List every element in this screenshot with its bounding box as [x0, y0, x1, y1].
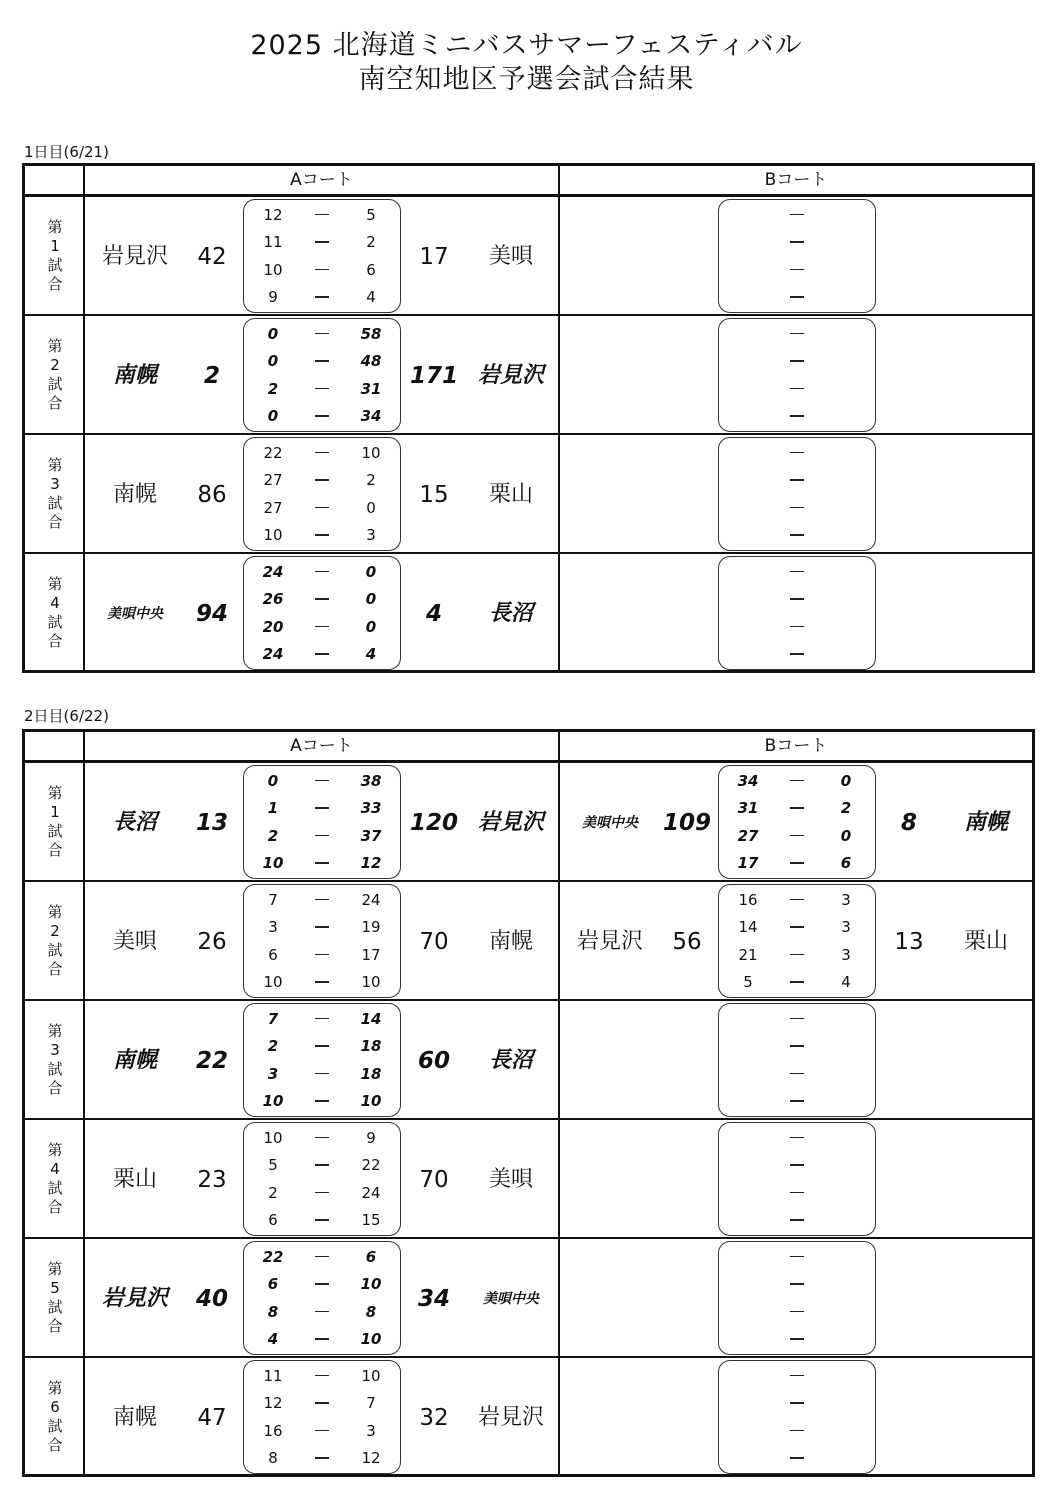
game-label-char: 試 — [47, 1297, 63, 1316]
quarter-dash — [315, 1283, 329, 1285]
quarter-score-right: 10 — [361, 973, 381, 992]
total-right: 60 — [417, 1047, 450, 1074]
game-label-char: 4 — [50, 593, 60, 612]
total-left: 56 — [672, 928, 702, 955]
total-right: 13 — [894, 928, 924, 955]
quarter-dash — [315, 1164, 329, 1166]
quarter-score-right: 3 — [366, 526, 376, 545]
game-label-char: 試 — [47, 940, 63, 959]
quarter-score-left: 27 — [737, 826, 759, 845]
quarter-score-left: 24 — [262, 645, 284, 664]
quarter-dash — [315, 479, 329, 481]
quarter-score-left: 4 — [267, 1330, 279, 1349]
game-label-char: 第 — [47, 217, 63, 236]
quarter-score-right: 19 — [361, 918, 381, 937]
team-left: 栗山 — [112, 1166, 157, 1192]
quarter-score-right: 10 — [360, 1275, 382, 1294]
quarter-score-right: 3 — [841, 890, 851, 909]
quarter-score-left: 12 — [263, 205, 283, 224]
quarter-score-right: 6 — [840, 854, 852, 873]
team-right: 長沼 — [488, 1047, 533, 1073]
quarter-dash — [790, 1073, 804, 1075]
quarter-dash — [315, 1457, 329, 1459]
game-label-char: 2 — [50, 921, 60, 940]
quarter-dash — [315, 1402, 329, 1404]
team-right: 栗山 — [488, 481, 533, 507]
quarter-dash — [790, 807, 804, 809]
quarter-score-right: 58 — [360, 324, 382, 343]
team-left: 美唄 — [112, 928, 157, 954]
quarter-score-right: 3 — [841, 945, 851, 964]
game-row — [25, 1239, 1032, 1358]
quarter-dash — [790, 835, 804, 837]
game-label-char: 第 — [47, 574, 63, 593]
game-label-char: 第 — [47, 902, 63, 921]
quarter-dash — [315, 1338, 329, 1340]
quarter-score-left: 6 — [268, 1211, 278, 1230]
page-subtitle: 南空知地区予選会試合結果 — [358, 64, 695, 95]
quarter-score-left: 16 — [738, 890, 758, 909]
game-label-char: 試 — [47, 255, 63, 274]
total-right: 32 — [419, 1404, 449, 1431]
results-table — [22, 729, 1035, 1477]
quarter-score-left: 3 — [268, 918, 278, 937]
quarter-dash — [315, 926, 329, 928]
quarter-dash — [315, 296, 329, 298]
quarter-dash — [315, 1375, 329, 1377]
game-row — [25, 882, 1032, 1001]
game-label-char: 試 — [47, 1059, 63, 1078]
quarter-score-right: 2 — [366, 471, 376, 490]
quarter-dash — [790, 296, 804, 298]
quarter-dash — [315, 862, 329, 864]
quarter-dash — [315, 780, 329, 782]
quarter-dash — [790, 1256, 804, 1258]
quarter-score-left: 27 — [263, 498, 283, 517]
page-title: 2025 北海道ミニバスサマーフェスティバル — [250, 30, 803, 61]
quarter-score-right: 31 — [360, 379, 382, 398]
quarter-score-right: 34 — [360, 407, 382, 426]
total-right: 8 — [900, 809, 917, 836]
game-label-char: 1 — [50, 236, 60, 255]
team-left: 美唄中央 — [107, 605, 163, 622]
quarter-score-right: 18 — [360, 1037, 382, 1056]
total-right: 70 — [419, 928, 449, 955]
quarter-dash — [790, 1100, 804, 1102]
game-number-label — [25, 1358, 85, 1475]
quarter-score-left: 24 — [262, 562, 284, 581]
quarter-score-right: 10 — [361, 1366, 381, 1385]
quarter-dash — [790, 1219, 804, 1221]
quarter-dash — [315, 360, 329, 362]
quarter-score-left: 6 — [267, 1275, 279, 1294]
quarter-score-right: 0 — [840, 771, 852, 790]
game-label-char: 1 — [50, 802, 60, 821]
team-left: 南幌 — [112, 362, 157, 388]
quarter-dash — [790, 926, 804, 928]
quarter-dash — [790, 269, 804, 271]
quarter-dash — [315, 1311, 329, 1313]
quarter-score-left: 10 — [262, 1092, 284, 1111]
quarter-dash — [790, 571, 804, 573]
quarter-score-left: 17 — [737, 854, 759, 873]
team-right: 美唄 — [488, 1166, 533, 1192]
quarter-score-left: 2 — [267, 379, 279, 398]
team-right: 岩見沢 — [477, 1404, 544, 1430]
quarter-score-right: 4 — [841, 973, 851, 992]
quarter-dash — [790, 1457, 804, 1459]
quarter-score-left: 22 — [263, 443, 283, 462]
quarter-score-right: 0 — [365, 617, 377, 636]
quarter-score-left: 6 — [268, 945, 278, 964]
quarter-score-left: 0 — [267, 407, 279, 426]
quarter-score-left: 31 — [737, 799, 759, 818]
game-label-char: 合 — [47, 1078, 63, 1097]
game-label-char: 第 — [47, 1140, 63, 1159]
team-left: 長沼 — [112, 809, 157, 835]
court-a-header: Aコート — [290, 736, 353, 756]
court-b-header: Bコート — [764, 736, 828, 756]
total-right: 120 — [409, 809, 458, 836]
quarter-dash — [790, 241, 804, 243]
quarter-dash — [790, 780, 804, 782]
game-label-char: 第 — [47, 1378, 63, 1397]
quarter-score-right: 48 — [360, 352, 382, 371]
quarter-dash — [790, 1045, 804, 1047]
total-left: 26 — [197, 928, 227, 955]
quarter-dash — [790, 1164, 804, 1166]
game-row — [25, 1120, 1032, 1239]
quarter-dash — [790, 626, 804, 628]
quarter-score-left: 21 — [738, 945, 758, 964]
quarter-score-left: 9 — [268, 288, 278, 307]
quarter-dash — [315, 1073, 329, 1075]
game-number-label — [25, 1239, 85, 1356]
quarter-score-right: 2 — [840, 799, 852, 818]
quarter-score-right: 6 — [365, 1247, 377, 1266]
quarter-score-right: 0 — [366, 498, 376, 517]
game-label-char: 合 — [47, 1316, 63, 1335]
total-left: 22 — [195, 1047, 228, 1074]
quarter-dash — [790, 388, 804, 390]
quarter-score-right: 37 — [360, 826, 382, 845]
quarter-score-right: 9 — [366, 1128, 376, 1147]
total-right: 17 — [419, 243, 449, 270]
total-right: 70 — [419, 1166, 449, 1193]
quarter-score-left: 11 — [263, 233, 283, 252]
quarter-score-left: 5 — [743, 973, 753, 992]
quarter-dash — [315, 388, 329, 390]
quarter-dash — [315, 807, 329, 809]
quarter-score-right: 10 — [360, 1330, 382, 1349]
game-label-char: 合 — [47, 393, 63, 412]
team-left: 岩見沢 — [101, 1285, 168, 1311]
quarter-dash — [790, 1311, 804, 1313]
game-label-char: 4 — [50, 1159, 60, 1178]
game-label-char: 第 — [47, 336, 63, 355]
quarter-score-right: 24 — [361, 890, 381, 909]
quarter-score-left: 34 — [737, 771, 759, 790]
quarter-score-left: 1 — [267, 799, 279, 818]
quarter-score-left: 5 — [268, 1156, 278, 1175]
quarter-dash — [790, 452, 804, 454]
team-right: 栗山 — [963, 928, 1008, 954]
game-number-label — [25, 435, 85, 552]
quarter-score-right: 22 — [361, 1156, 381, 1175]
total-right: 15 — [419, 481, 449, 508]
total-left: 109 — [662, 809, 711, 836]
total-left: 23 — [197, 1166, 227, 1193]
team-right: 美唄中央 — [483, 1290, 539, 1307]
team-right: 南幌 — [488, 928, 533, 954]
team-left: 岩見沢 — [101, 243, 168, 269]
quarter-dash — [790, 653, 804, 655]
quarter-score-right: 0 — [365, 562, 377, 581]
game-label-char: 合 — [47, 840, 63, 859]
quarter-score-left: 0 — [267, 771, 279, 790]
game-row — [25, 197, 1032, 316]
total-right: 4 — [425, 600, 442, 627]
quarter-score-right: 24 — [361, 1183, 381, 1202]
quarter-dash — [315, 954, 329, 956]
quarter-score-left: 0 — [267, 352, 279, 371]
quarter-score-right: 12 — [361, 1449, 381, 1468]
game-label-char: 6 — [50, 1397, 60, 1416]
quarter-dash — [315, 835, 329, 837]
quarter-score-left: 8 — [267, 1302, 279, 1321]
quarter-dash — [790, 1375, 804, 1377]
quarter-dash — [790, 1338, 804, 1340]
quarter-score-left: 2 — [268, 1183, 278, 1202]
court-b-header: Bコート — [764, 170, 828, 190]
team-right: 南幌 — [963, 809, 1008, 835]
game-number-label — [25, 197, 85, 314]
total-left: 13 — [195, 809, 228, 836]
quarter-dash — [790, 534, 804, 536]
quarter-dash — [790, 862, 804, 864]
quarter-score-right: 4 — [366, 288, 376, 307]
quarter-score-right: 0 — [365, 590, 377, 609]
game-row — [25, 1001, 1032, 1120]
quarter-score-right: 33 — [360, 799, 382, 818]
game-label-char: 合 — [47, 631, 63, 650]
quarter-dash — [790, 1137, 804, 1139]
quarter-score-right: 10 — [361, 443, 381, 462]
quarter-dash — [790, 598, 804, 600]
game-label-char: 2 — [50, 355, 60, 374]
quarter-score-right: 8 — [365, 1302, 377, 1321]
results-table — [22, 163, 1035, 673]
game-label-char: 3 — [50, 474, 60, 493]
team-left: 南幌 — [112, 1047, 157, 1073]
quarter-score-left: 27 — [263, 471, 283, 490]
quarter-dash — [790, 1430, 804, 1432]
quarter-dash — [315, 899, 329, 901]
quarter-dash — [315, 571, 329, 573]
quarter-score-left: 12 — [263, 1394, 283, 1413]
quarter-score-left: 26 — [262, 590, 284, 609]
quarter-score-left: 14 — [738, 918, 758, 937]
quarter-score-left: 7 — [267, 1009, 279, 1028]
team-left: 美唄中央 — [582, 814, 638, 831]
quarter-score-left: 2 — [267, 1037, 279, 1056]
day-label: 2日目(6/22) — [24, 707, 109, 725]
game-row — [25, 763, 1032, 882]
quarter-score-right: 0 — [840, 826, 852, 845]
quarter-dash — [790, 214, 804, 216]
quarter-score-left: 10 — [262, 854, 284, 873]
quarter-score-right: 3 — [841, 918, 851, 937]
quarter-score-right: 17 — [361, 945, 381, 964]
total-left: 86 — [197, 481, 227, 508]
quarter-dash — [315, 1430, 329, 1432]
total-left: 40 — [195, 1285, 228, 1312]
game-label-char: 第 — [47, 1021, 63, 1040]
game-label-char: 合 — [47, 959, 63, 978]
quarter-dash — [790, 981, 804, 983]
quarter-score-right: 6 — [366, 260, 376, 279]
total-left: 2 — [203, 362, 220, 389]
quarter-dash — [315, 1256, 329, 1258]
table-header — [25, 166, 1032, 197]
quarter-score-right: 10 — [360, 1092, 382, 1111]
quarter-dash — [790, 507, 804, 509]
team-left: 南幌 — [112, 1404, 157, 1430]
game-number-label — [25, 882, 85, 999]
quarter-dash — [315, 1192, 329, 1194]
quarter-score-left: 8 — [268, 1449, 278, 1468]
quarter-dash — [315, 626, 329, 628]
quarter-dash — [315, 653, 329, 655]
quarter-score-right: 7 — [366, 1394, 376, 1413]
quarter-dash — [315, 1137, 329, 1139]
quarter-dash — [790, 479, 804, 481]
quarter-dash — [315, 1018, 329, 1020]
quarter-score-left: 11 — [263, 1366, 283, 1385]
quarter-score-left: 20 — [262, 617, 284, 636]
quarter-dash — [790, 954, 804, 956]
quarter-dash — [315, 415, 329, 417]
game-number-label — [25, 763, 85, 880]
game-label-char: 試 — [47, 612, 63, 631]
game-label-char: 合 — [47, 512, 63, 531]
quarter-dash — [790, 1402, 804, 1404]
quarter-dash — [315, 214, 329, 216]
quarter-dash — [315, 1100, 329, 1102]
game-number-label — [25, 1001, 85, 1118]
game-label-char: 第 — [47, 1259, 63, 1278]
team-left: 南幌 — [112, 481, 157, 507]
game-label-char: 試 — [47, 1416, 63, 1435]
team-right: 美唄 — [488, 243, 533, 269]
quarter-score-right: 5 — [366, 205, 376, 224]
quarter-score-left: 10 — [263, 526, 283, 545]
game-label-char: 試 — [47, 374, 63, 393]
team-right: 岩見沢 — [477, 362, 544, 388]
game-row — [25, 435, 1032, 554]
quarter-score-right: 38 — [360, 771, 382, 790]
game-number-label — [25, 1120, 85, 1237]
total-left: 47 — [197, 1404, 227, 1431]
quarter-dash — [315, 598, 329, 600]
quarter-score-right: 18 — [360, 1064, 382, 1083]
quarter-score-right: 3 — [366, 1421, 376, 1440]
game-label-char: 試 — [47, 821, 63, 840]
game-label-char: 合 — [47, 1197, 63, 1216]
quarter-score-left: 7 — [268, 890, 278, 909]
quarter-dash — [790, 333, 804, 335]
quarter-score-right: 15 — [361, 1211, 381, 1230]
quarter-dash — [315, 333, 329, 335]
quarter-score-left: 22 — [262, 1247, 284, 1266]
game-row — [25, 1358, 1032, 1477]
total-left: 42 — [197, 243, 227, 270]
game-number-label — [25, 316, 85, 433]
game-row — [25, 554, 1032, 673]
game-label-char: 合 — [47, 1435, 63, 1454]
quarter-dash — [315, 981, 329, 983]
quarter-dash — [790, 899, 804, 901]
quarter-dash — [790, 1018, 804, 1020]
table-header — [25, 732, 1032, 763]
quarter-score-left: 10 — [263, 973, 283, 992]
game-label-char: 試 — [47, 1178, 63, 1197]
game-label-char: 第 — [47, 783, 63, 802]
day-label: 1日目(6/21) — [24, 143, 109, 161]
quarter-score-right: 14 — [360, 1009, 382, 1028]
team-right: 岩見沢 — [477, 809, 544, 835]
quarter-score-left: 10 — [263, 1128, 283, 1147]
game-label-char: 合 — [47, 274, 63, 293]
game-label-char: 3 — [50, 1040, 60, 1059]
court-a-header: Aコート — [290, 170, 353, 190]
game-label-char: 第 — [47, 455, 63, 474]
quarter-dash — [790, 1283, 804, 1285]
total-right: 34 — [417, 1285, 450, 1312]
quarter-dash — [315, 269, 329, 271]
quarter-dash — [790, 415, 804, 417]
game-label-char: 試 — [47, 493, 63, 512]
quarter-score-right: 12 — [360, 854, 382, 873]
quarter-dash — [315, 1219, 329, 1221]
team-left: 岩見沢 — [576, 928, 643, 954]
quarter-score-left: 16 — [263, 1421, 283, 1440]
game-row — [25, 316, 1032, 435]
total-left: 94 — [195, 600, 228, 627]
team-right: 長沼 — [488, 600, 533, 626]
quarter-dash — [790, 1192, 804, 1194]
quarter-dash — [315, 507, 329, 509]
game-label-char: 5 — [50, 1278, 60, 1297]
quarter-score-right: 4 — [365, 645, 377, 664]
game-number-label — [25, 554, 85, 671]
quarter-score-left: 10 — [263, 260, 283, 279]
quarter-dash — [315, 241, 329, 243]
quarter-dash — [315, 534, 329, 536]
quarter-dash — [315, 1045, 329, 1047]
total-right: 171 — [409, 362, 458, 389]
quarter-dash — [790, 360, 804, 362]
quarter-score-right: 2 — [366, 233, 376, 252]
quarter-score-left: 2 — [267, 826, 279, 845]
quarter-dash — [315, 452, 329, 454]
quarter-score-left: 3 — [267, 1064, 279, 1083]
quarter-score-left: 0 — [267, 324, 279, 343]
